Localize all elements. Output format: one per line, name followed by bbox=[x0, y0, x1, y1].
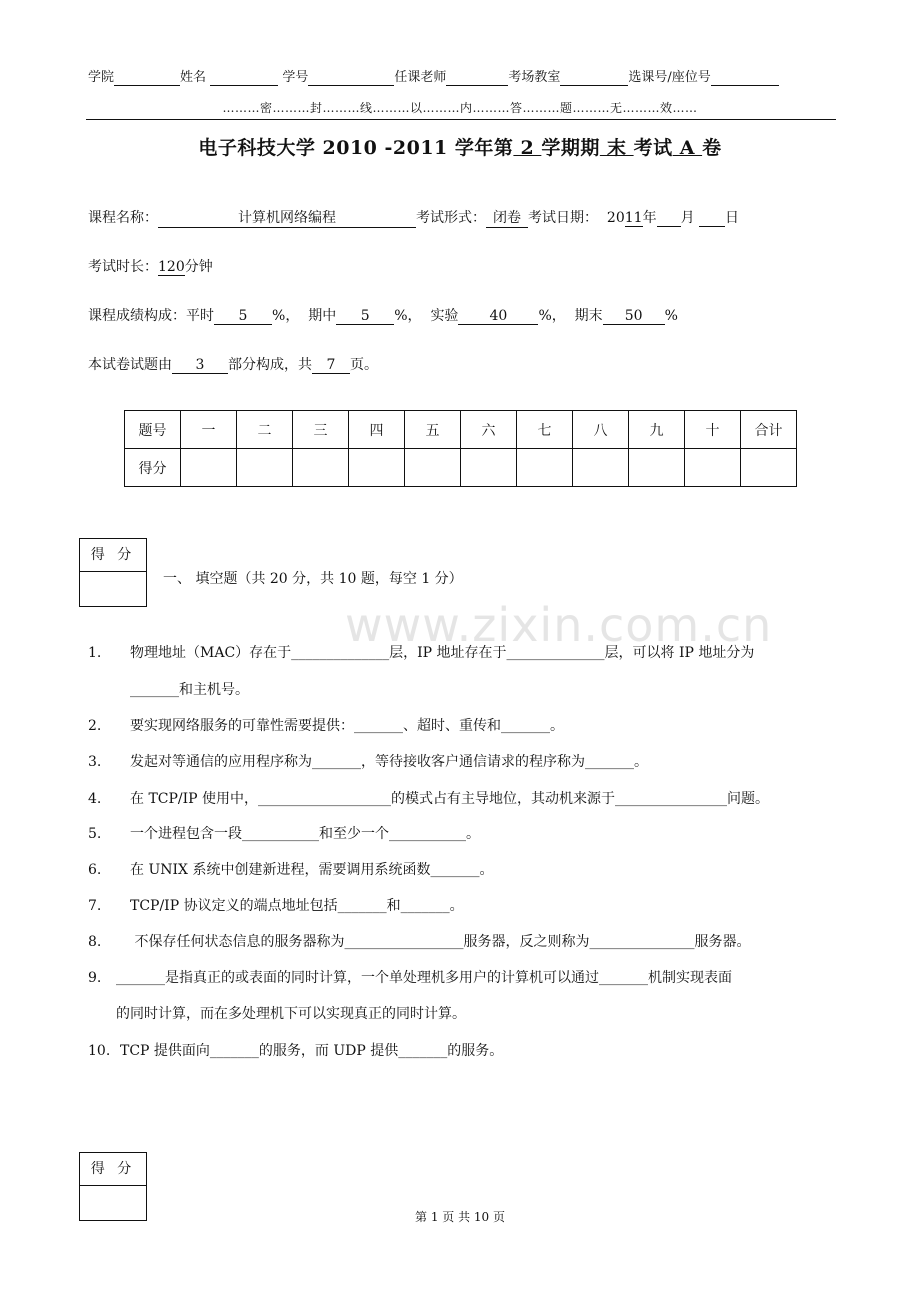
page-footer: 第 1 页 共 10 页 bbox=[415, 1210, 505, 1224]
college-label: 学院 bbox=[88, 70, 115, 85]
watermark: www.zixin.com.cn bbox=[345, 598, 773, 652]
question-10 bbox=[88, 1040, 503, 1060]
room-field[interactable] bbox=[560, 70, 628, 86]
score-box-label: 得 分 bbox=[80, 539, 146, 572]
title-term: 2 bbox=[513, 137, 542, 159]
title-text: 电子科技大学 2010 -2011 学年第 bbox=[198, 137, 514, 159]
student-id-field[interactable] bbox=[308, 70, 394, 86]
score-table-header-label: 题号 bbox=[125, 411, 181, 449]
teacher-field[interactable] bbox=[446, 70, 508, 86]
regular-value: 5 bbox=[214, 308, 272, 325]
title-text: 卷 bbox=[702, 137, 722, 159]
question-6 bbox=[88, 859, 493, 879]
score-col-2: 二 bbox=[237, 411, 293, 449]
score-row-label: 得分 bbox=[125, 449, 181, 487]
question-number: 10. bbox=[88, 1043, 111, 1059]
question-text: 在 TCP/IP 使用中，___________________的模式占有主导地位，其动机来源于________________问题。 bbox=[130, 791, 770, 807]
question-number: 4. bbox=[88, 791, 102, 807]
score-col-7: 七 bbox=[517, 411, 573, 449]
exam-title bbox=[0, 133, 920, 160]
score-col-total: 合计 bbox=[741, 411, 797, 449]
midterm-label: 期中 bbox=[308, 308, 337, 324]
question-number: 9. bbox=[88, 970, 102, 986]
question-9-cont: 的同时计算，而在多处理机下可以实现真正的同时计算。 bbox=[116, 1006, 466, 1022]
score-cell[interactable] bbox=[629, 449, 685, 487]
question-number: 2. bbox=[88, 718, 102, 734]
exam-form-label: 考试形式： bbox=[416, 210, 486, 226]
exam-date-label: 考试日期： bbox=[528, 210, 598, 226]
student-id-label: 学号 bbox=[282, 70, 309, 85]
score-cell-total[interactable] bbox=[741, 449, 797, 487]
question-number: 3. bbox=[88, 754, 102, 770]
regular-label: 平时 bbox=[186, 308, 214, 324]
title-kind: 末 bbox=[599, 137, 634, 159]
year-suffix: 年 bbox=[642, 210, 657, 226]
student-info-header bbox=[88, 66, 779, 86]
score-cell[interactable] bbox=[237, 449, 293, 487]
pages-suffix: 页。 bbox=[350, 357, 378, 373]
question-7 bbox=[88, 895, 464, 915]
score-box-label: 得 分 bbox=[80, 1153, 146, 1186]
score-table-header-row bbox=[125, 411, 797, 449]
question-number: 6. bbox=[88, 862, 102, 878]
room-label: 考场教室 bbox=[508, 70, 561, 85]
score-col-1: 一 bbox=[181, 411, 237, 449]
question-4 bbox=[88, 788, 769, 808]
question-text: 物理地址（MAC）存在于______________层，IP 地址存在于______________层，可以将 IP 地址分为 bbox=[130, 645, 755, 661]
parts-prefix: 本试卷试题由 bbox=[88, 357, 172, 373]
score-cell[interactable] bbox=[573, 449, 629, 487]
year-fill: 11 bbox=[624, 210, 643, 226]
score-cell[interactable] bbox=[181, 449, 237, 487]
score-col-8: 八 bbox=[573, 411, 629, 449]
composition-label: 课程成绩构成： bbox=[88, 308, 186, 324]
score-col-3: 三 bbox=[293, 411, 349, 449]
course-name: 计算机网络编程 bbox=[158, 207, 416, 228]
score-col-10: 十 bbox=[685, 411, 741, 449]
header-divider bbox=[86, 119, 836, 120]
grade-composition-line: 课程成绩构成：平时 5 %， 期中 5 %， 实验 40 %， 期末 50 % bbox=[88, 308, 678, 324]
duration-line bbox=[88, 256, 213, 276]
name-field[interactable] bbox=[210, 70, 278, 86]
question-text: 发起对等通信的应用程序称为_______，等待接收客户通信请求的程序称为_______。 bbox=[130, 754, 648, 770]
score-cell[interactable] bbox=[461, 449, 517, 487]
section1-title: 一、 填空题（共 20 分，共 10 题，每空 1 分） bbox=[163, 571, 463, 587]
percent-sign: % bbox=[272, 308, 286, 324]
percent-sign: % bbox=[664, 308, 678, 324]
question-text: 要实现网络服务的可靠性需要提供：_______、超时、重传和_______。 bbox=[130, 718, 564, 734]
final-label: 期末 bbox=[574, 308, 603, 324]
question-9 bbox=[88, 967, 732, 987]
percent-sign: % bbox=[538, 308, 552, 324]
score-cell[interactable] bbox=[349, 449, 405, 487]
question-1 bbox=[88, 642, 754, 662]
pages-value: 7 bbox=[312, 357, 350, 374]
question-number: 7. bbox=[88, 898, 102, 914]
question-3 bbox=[88, 751, 648, 771]
question-number: 8. bbox=[88, 934, 102, 950]
course-info-line bbox=[88, 207, 739, 228]
course-label: 课程名称： bbox=[88, 210, 158, 226]
exam-form-value: 闭卷 bbox=[486, 207, 528, 228]
score-col-9: 九 bbox=[629, 411, 685, 449]
score-cell[interactable] bbox=[685, 449, 741, 487]
lab-value: 40 bbox=[458, 308, 538, 325]
question-8 bbox=[88, 931, 750, 951]
score-col-5: 五 bbox=[405, 411, 461, 449]
question-text: TCP 提供面向_______的服务，而 UDP 提供_______的服务。 bbox=[120, 1043, 504, 1059]
question-text: 不保存任何状态信息的服务器称为_________________服务器，反之则称为_______________服务器。 bbox=[130, 934, 751, 950]
title-text: 考试 bbox=[633, 137, 673, 159]
question-text: TCP/IP 协议定义的端点地址包括_______和_______。 bbox=[130, 898, 464, 914]
seal-line: ………密………封………线………以………内………答………题………无………效…… bbox=[222, 101, 698, 115]
duration-label: 考试时长： bbox=[88, 259, 158, 275]
question-text: 在 UNIX 系统中创建新进程，需要调用系统函数_______。 bbox=[130, 862, 494, 878]
midterm-value: 5 bbox=[336, 308, 394, 325]
score-col-4: 四 bbox=[349, 411, 405, 449]
name-label: 姓名 bbox=[180, 70, 207, 85]
paper-structure-line bbox=[88, 354, 378, 374]
question-number: 1. bbox=[88, 645, 102, 661]
score-col-6: 六 bbox=[461, 411, 517, 449]
question-1-cont: _______和主机号。 bbox=[130, 682, 249, 698]
month-field[interactable] bbox=[657, 210, 681, 227]
year-prefix: 20 bbox=[606, 210, 625, 226]
score-box-field[interactable] bbox=[80, 572, 146, 606]
day-field[interactable] bbox=[699, 210, 725, 227]
question-number: 5. bbox=[88, 826, 102, 842]
seat-field[interactable] bbox=[711, 70, 779, 86]
parts-value: 3 bbox=[172, 357, 228, 374]
duration-unit: 分钟 bbox=[184, 259, 213, 275]
college-field[interactable] bbox=[114, 70, 180, 86]
title-text: 学期期 bbox=[541, 137, 600, 159]
question-2 bbox=[88, 715, 564, 735]
question-text: 一个进程包含一段___________和至少一个___________。 bbox=[130, 826, 480, 842]
score-table bbox=[124, 410, 797, 487]
question-text: _______是指真正的或表面的同时计算，一个单处理机多用户的计算机可以通过_______机制实现表面 bbox=[116, 970, 732, 986]
score-table-score-row bbox=[125, 449, 797, 487]
final-value: 50 bbox=[603, 308, 665, 325]
score-cell[interactable] bbox=[405, 449, 461, 487]
seat-label: 选课号/座位号 bbox=[628, 70, 711, 85]
day-label: 日 bbox=[725, 210, 740, 226]
section1-score-box bbox=[79, 538, 147, 607]
lab-label: 实验 bbox=[430, 308, 459, 324]
teacher-label: 任课老师 bbox=[394, 70, 447, 85]
score-cell[interactable] bbox=[517, 449, 573, 487]
question-5 bbox=[88, 823, 480, 843]
parts-mid: 部分构成，共 bbox=[228, 357, 312, 373]
title-paper: A bbox=[672, 137, 703, 159]
month-label: 月 bbox=[680, 210, 695, 226]
score-cell[interactable] bbox=[293, 449, 349, 487]
duration-value: 120 bbox=[158, 259, 185, 275]
percent-sign: % bbox=[394, 308, 408, 324]
